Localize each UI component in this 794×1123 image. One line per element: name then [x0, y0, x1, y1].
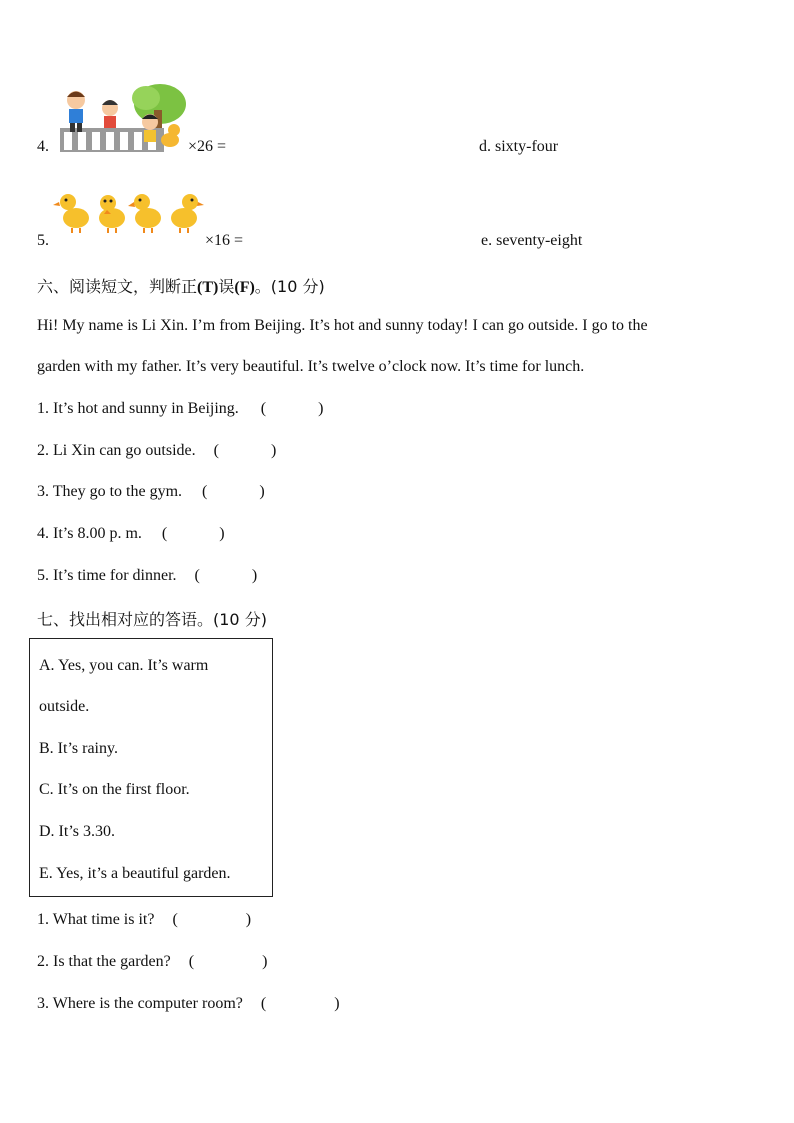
row5-expression: ×16 = [205, 232, 244, 249]
s6-answer-blank-5[interactable]: ( ) [194, 567, 258, 584]
s6-question-5-text: 5. It’s time for dinner. [37, 567, 177, 584]
s7-answer-blank-2[interactable]: ( ) [188, 953, 268, 970]
section6-heading-mid: 误 [218, 277, 235, 296]
kids-crossing-street-picture [56, 80, 188, 154]
s6-answer-blank-1[interactable]: ( ) [260, 400, 324, 417]
section7-heading: 七、找出相对应的答语。(10 分) [37, 610, 267, 629]
s7-question-1 [37, 911, 251, 929]
s7-answer-blank-1[interactable]: ( ) [172, 911, 252, 928]
option-a-line-1: A. Yes, you can. It’s warm [39, 657, 209, 674]
option-e: E. Yes, it’s a beautiful garden. [39, 865, 231, 882]
s6-answer-blank-3[interactable]: ( ) [202, 483, 265, 500]
option-c: C. It’s on the first floor. [39, 781, 190, 798]
option-a-line-2: outside. [39, 698, 90, 715]
s6-question-2-text: 2. Li Xin can go outside. [37, 442, 196, 459]
s6-question-1 [37, 400, 323, 418]
s6-question-1-text: 1. It’s hot and sunny in Beijing. [37, 400, 239, 417]
s7-question-3 [37, 995, 340, 1013]
passage-line-1: Hi! My name is Li Xin. I’m from Beijing. It’s hot and sunny today! I can go outside. I go to the [37, 317, 648, 334]
s6-question-5 [37, 567, 257, 585]
section6-heading-pre: 六、阅读短文，判断正 [37, 277, 198, 296]
s7-question-1-text: 1. What time is it? [37, 911, 155, 928]
row4-expression: ×26 = [188, 138, 227, 155]
s6-question-4 [37, 525, 225, 543]
row5-answer: e. seventy-eight [481, 232, 583, 249]
s6-question-4-text: 4. It’s 8.00 p. m. [37, 525, 142, 542]
row4-number: 4. [37, 138, 49, 155]
s7-question-3-text: 3. Where is the computer room? [37, 995, 243, 1012]
s6-answer-blank-2[interactable]: ( ) [213, 442, 277, 459]
s7-question-2 [37, 953, 267, 971]
answer-options-box [29, 638, 273, 897]
section6-heading-f: (F) [234, 279, 255, 296]
section6-heading-t: (T) [197, 279, 219, 296]
passage-line-2: garden with my father. It’s very beautiful. It’s twelve o’clock now. It’s time for lunch. [37, 358, 585, 375]
s7-question-2-text: 2. Is that the garden? [37, 953, 171, 970]
section6-heading-post: 。(10 分) [254, 277, 325, 296]
s7-answer-blank-3[interactable]: ( ) [260, 995, 340, 1012]
s6-question-3-text: 3. They go to the gym. [37, 483, 183, 500]
option-d: D. It’s 3.30. [39, 823, 115, 840]
option-b: B. It’s rainy. [39, 740, 118, 757]
row5-number: 5. [37, 232, 49, 249]
s6-question-3 [37, 483, 265, 501]
s6-question-2 [37, 442, 276, 460]
section6-heading [37, 274, 325, 297]
s6-answer-blank-4[interactable]: ( ) [161, 525, 225, 542]
four-ducklings-picture [56, 190, 202, 234]
row4-answer: d. sixty-four [479, 138, 559, 155]
